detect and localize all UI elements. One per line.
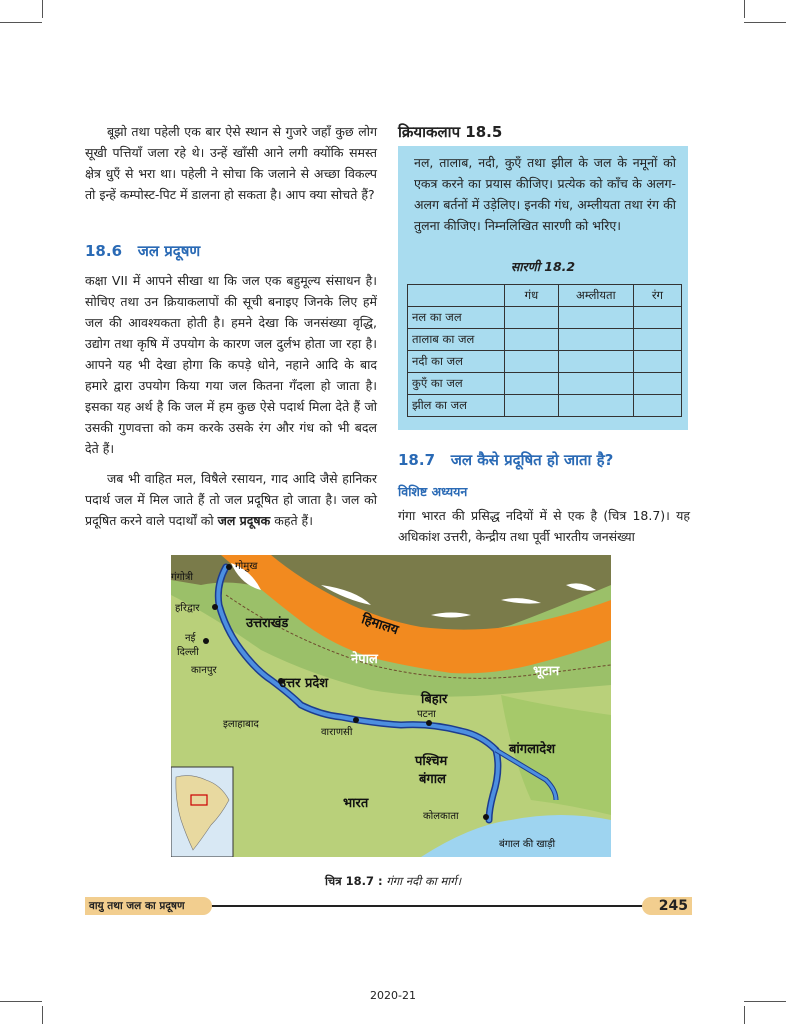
table-header-row — [408, 285, 682, 307]
map-illustration — [171, 555, 611, 857]
year-stamp: 2020-21 — [370, 989, 416, 1002]
map-label-kolkata: कोलकाता — [423, 811, 459, 822]
figure-caption-text: गंगा नदी का मार्ग। — [382, 874, 462, 888]
table-row — [408, 351, 682, 373]
map-label-bay-of-bengal: बंगाल की खाड़ी — [499, 839, 556, 850]
map-label-himalaya: हिमालय — [359, 612, 401, 639]
section-18-7-heading — [398, 450, 613, 470]
table-row — [408, 329, 682, 351]
crop-mark — [42, 0, 43, 18]
map-label-new-delhi-1: नई — [185, 633, 196, 644]
map-label-uttarakhand: उत्तराखंड — [246, 616, 289, 631]
section-title: जल कैसे प्रदूषित हो जाता है? — [450, 451, 614, 469]
map-label-allahabad: इलाहाबाद — [223, 719, 259, 730]
table-header-colour: रंग — [633, 285, 681, 307]
pollutant-text-end: कहते हैं। — [270, 513, 313, 528]
row-label-well: कुएँ का जल — [408, 373, 505, 395]
map-label-west-bengal-1: पश्चिम — [415, 754, 448, 769]
crop-mark — [744, 1006, 745, 1024]
map-label-varanasi: वाराणसी — [321, 727, 353, 738]
table-row — [408, 395, 682, 417]
map-label-uttar-pradesh: उत्तर प्रदेश — [279, 676, 329, 691]
table-row — [408, 307, 682, 329]
table-header-acidity: अम्लीयता — [558, 285, 633, 307]
section-18-6-heading — [85, 241, 200, 261]
crop-mark — [42, 1006, 43, 1024]
special-study-label: विशिष्ट अध्ययन — [398, 484, 468, 499]
map-label-bharat: भारत — [343, 796, 369, 811]
map-label-bihar: बिहार — [421, 692, 448, 707]
section-title: जल प्रदूषण — [137, 242, 201, 260]
row-label-tap: नल का जल — [408, 307, 505, 329]
map-label-gangotri: गंगोत्री — [171, 572, 193, 583]
activity-box — [398, 146, 688, 430]
row-label-pond: तालाब का जल — [408, 329, 505, 351]
activity-text: नल, तालाब, नदी, कुएँ तथा झील के जल के नमूनों को एकत्र करने का प्रयास कीजिए। प्रत्येक को काँच के अलग-अलग बर्तनों में उड़ेलिए। इनकी गंध, अम्लीयता तथा रंग की तुलना कीजिए। निम्नलिखित सारणी को भरिए। — [414, 155, 676, 233]
table-caption: सारणी 18.2 — [510, 259, 576, 274]
footer-chapter: वायु तथा जल का प्रदूषण — [85, 897, 212, 915]
map-label-nepal: नेपाल — [351, 652, 378, 667]
table-header-smell: गंध — [505, 285, 559, 307]
row-label-river: नदी का जल — [408, 351, 505, 373]
map-label-haridwar: हरिद्वार — [175, 603, 200, 614]
figure-caption — [0, 874, 786, 889]
figure-caption-label: चित्र 18.7 : — [324, 874, 383, 888]
crop-mark — [744, 22, 786, 23]
ganga-map — [171, 555, 611, 857]
row-label-lake: झील का जल — [408, 395, 505, 417]
table-row — [408, 373, 682, 395]
map-label-west-bengal-2: बंगाल — [419, 772, 446, 787]
pollutant-paragraph — [85, 468, 377, 531]
map-label-new-delhi-2: दिल्ली — [177, 647, 199, 658]
ganga-paragraph: गंगा भारत की प्रसिद्ध नदियों में से एक है (चित्र 18.7)। यह अधिकांश उत्तरी, केन्द्रीय तथा पूर्वी भारतीय जनसंख्या — [398, 508, 690, 544]
map-label-kanpur: कानपुर — [191, 665, 217, 676]
observation-table — [407, 284, 682, 417]
pollutant-term: जल प्रदूषक — [217, 513, 271, 528]
page-number: 245 — [642, 897, 692, 915]
activity-title: क्रियाकलाप 18.5 — [398, 123, 503, 141]
section-number: 18.7 — [398, 451, 436, 469]
map-label-patna: पटना — [417, 709, 436, 720]
map-label-bhutan: भूटान — [533, 664, 560, 679]
crop-mark — [0, 22, 42, 23]
map-label-bangladesh: बांगलादेश — [509, 742, 556, 757]
water-pollution-paragraph: कक्षा VII में आपने सीखा था कि जल एक बहुमूल्य संसाधन है। सोचिए तथा उन क्रियाकलापों की सूची बनाइए जिनके लिए हमें जल की आवश्यकता होती है। हमने देखा कि जनसंख्या वृद्धि, उद्योग तथा कृषि में उपयोग के कारण जल दुर्लभ होता जा रहा है। आपने यह भी देखा होगा कि कपड़े धोने, नहाने आदि के बाद हमारे द्वारा उपयोग किया गया जल कितना गँदला हो जाता है। इसका यह अर्थ है कि जल में हम कुछ ऐसे पदार्थ मिला देते हैं जो उसकी गुणवत्ता को कम करके उसके रंग और गंध को भी बदल देते हैं। — [85, 273, 377, 456]
pollutant-text-start: जब भी वाहित मल, विषैले रसायन, गाद आदि जैसे हानिकर पदार्थ जल में मिल जाते हैं तो जल प्रदूषित हो जाता है। जल को प्रदूषित करने वाले पदार्थों को — [85, 471, 377, 528]
crop-mark — [744, 0, 745, 18]
section-number: 18.6 — [85, 242, 123, 260]
intro-paragraph: बूझो तथा पहेली एक बार ऐसे स्थान से गुजरे जहाँ कुछ लोग सूखी पत्तियाँ जला रहे थे। उन्हें खाँसी आने लगी क्योंकि समस्त क्षेत्र धुएँ से भरा था। पहेली ने सोचा कि जलाने से अच्छा विकल्प तो इन्हें कम्पोस्ट-पिट में डालना हो सकता है। आप क्या सोचते हैं? — [85, 124, 377, 202]
map-label-gaumukh: गोमुख — [235, 561, 258, 572]
table-header-empty — [408, 285, 505, 307]
